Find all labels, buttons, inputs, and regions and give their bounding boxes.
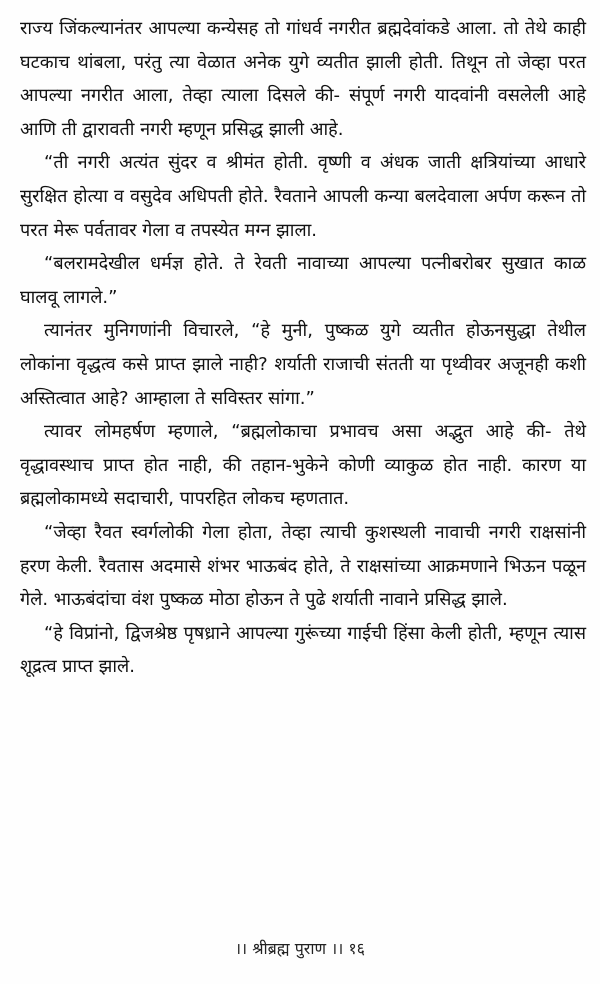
page-footer: ।। श्रीब्रह्म पुराण ।। १६ bbox=[234, 939, 365, 958]
paragraph: राज्य जिंकल्यानंतर आपल्या कन्येसह तो गांधर्व नगरीत ब्रह्मदेवांकडे आला. तो तेथे काही घटकाच थांबला, परंतु त्या वेळात अनेक युगे व्यतीत झाली होती. तिथून तो जेव्हा परत आपल्या नगरीत आला, तेव्हा त्याला दिसले की- संपूर्ण नगरी यादवांनी वसलेली आहे आणि ती द्वारावती नगरी म्हणून प्रसिद्ध झाली आहे. bbox=[20, 18, 586, 140]
paragraph: “जेव्हा रैवत स्वर्गलोकी गेला होता, तेव्हा त्याची कुशस्थली नावाची नगरी राक्षसांनी हरण केली. रैवतास अदमासे शंभर भाऊबंद होते, ते राक्षसांच्या आक्रमणाने भिऊन पळून गेले. भाऊबंदांचा वंश पुष्कळ मोठा होऊन ते पुढे शर्याती नावाने प्रसिद्ध झाले. bbox=[20, 521, 586, 611]
paragraph: त्यावर लोमहर्षण म्हणाले, “ब्रह्मलोकाचा प्रभावच असा अद्भुत आहे की- तेथे वृद्धावस्थाच प्राप्त होत नाही, की तहान-भुकेने कोणी व्याकुळ होत नाही. कारण या ब्रह्मलोकामध्ये सदाचारी, पापरहित लोकच म्हणतात. bbox=[20, 421, 586, 510]
page-body-text bbox=[20, 12, 586, 684]
paragraph: “ती नगरी अत्यंत सुंदर व श्रीमंत होती. वृष्णी व अंधक जाती क्षत्रियांच्या आधारे सुरक्षित होत्या व वसुदेव अधिपती होते. रैवताने आपली कन्या बलदेवाला अर्पण करून तो परत मेरू पर्वतावर गेला व तपस्येत मग्न झाला. bbox=[20, 152, 586, 241]
paragraph: “हे विप्रांनो, द्विजश्रेष्ठ पृषध्राने आपल्या गुरूंच्या गाईची हिंसा केली होती, म्हणून त्यास शूद्रत्व प्राप्त झाले. bbox=[20, 622, 586, 678]
paragraph: त्यानंतर मुनिगणांनी विचारले, “हे मुनी, पुष्कळ युगे व्यतीत होऊनसुद्धा तेथील लोकांना वृद्धत्व कसे प्राप्त झाले नाही? शर्याती राजाची संतती या पृथ्वीवर अजूनही कशी अस्तित्वात आहे? आम्हाला ते सविस्तर सांगा.” bbox=[20, 320, 586, 409]
paragraph: “बलरामदेखील धर्मज्ञ होते. ते रेवती नावाच्या आपल्या पत्नीबरोबर सुखात काळ घालवू लागले.” bbox=[20, 253, 586, 308]
